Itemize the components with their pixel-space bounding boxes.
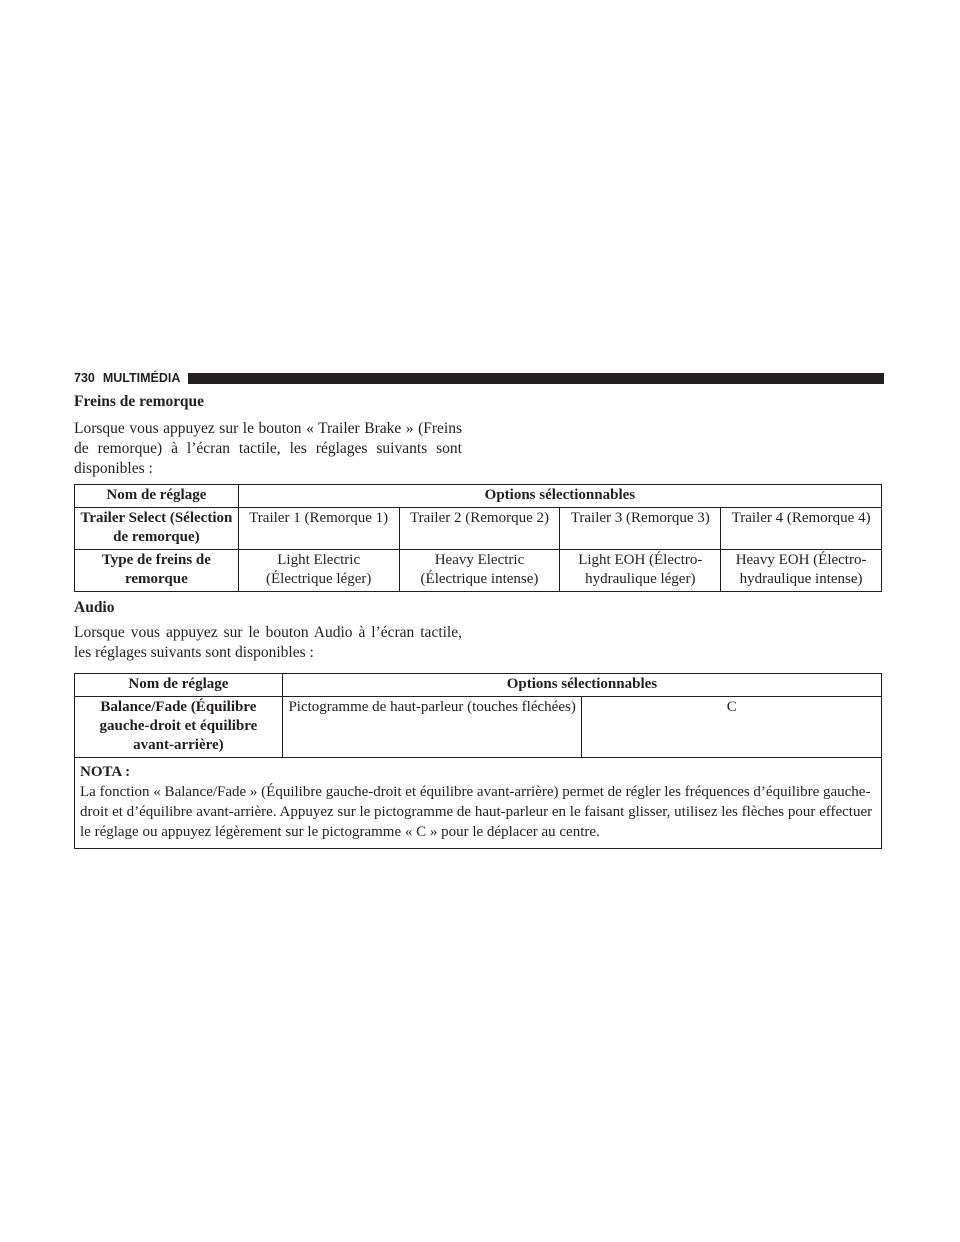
option-cell: Heavy EOH (Électro-hydraulique intense) (721, 550, 882, 592)
note-cell (75, 758, 882, 849)
option-cell: Light EOH (Électro-hydraulique léger) (560, 550, 721, 592)
trailer-brake-heading: Freins de remorque (74, 393, 205, 410)
trailer-brake-table (74, 484, 882, 592)
option-cell: C (582, 697, 882, 758)
option-cell: Light Electric (Électrique léger) (238, 550, 399, 592)
audio-intro: Lorsque vous appuyez sur le bouton Audio à l’écran tactile, les réglages suivants sont disponibles : (74, 624, 462, 661)
col-header-options: Options sélectionnables (282, 674, 881, 697)
audio-table (74, 673, 882, 849)
setting-name: Balance/Fade (Équilibre gauche-droit et équilibre avant-arrière) (75, 697, 283, 758)
col-header-setting: Nom de réglage (75, 674, 283, 697)
header-rule (188, 373, 884, 384)
page-header (74, 370, 884, 386)
page-number: 730 (74, 371, 95, 385)
table-row (75, 508, 882, 550)
col-header-setting: Nom de réglage (75, 485, 239, 508)
table-header-row (75, 485, 882, 508)
option-cell: Trailer 4 (Remorque 4) (721, 508, 882, 550)
option-cell: Pictogramme de haut-parleur (touches fléchées) (282, 697, 582, 758)
note-text: La fonction « Balance/Fade » (Équilibre gauche-droit et équilibre avant-arrière) permet de régler les fréquences d’équilibre gauche-droit et d’équilibre avant-arrière. Appuyez sur le pictogramme de haut-parleur en le faisant glisser, utilisez les flèches pour effectuer le réglage ou appuyez légèrement sur le pictogramme « C » pour le déplacer au centre. (80, 784, 873, 840)
audio-heading: Audio (74, 599, 115, 616)
trailer-brake-intro: Lorsque vous appuyez sur le bouton « Trailer Brake » (Freins de remorque) à l’écran tactile, les réglages suivants sont disponibles : (74, 420, 462, 477)
note-title: NOTA : (80, 764, 131, 780)
option-cell: Heavy Electric (Électrique intense) (399, 550, 560, 592)
section-title: MULTIMÉDIA (102, 371, 181, 385)
setting-name: Trailer Select (Sélection de remorque) (75, 508, 239, 550)
option-cell: Trailer 1 (Remorque 1) (238, 508, 399, 550)
note-row (75, 758, 882, 849)
table-row (75, 550, 882, 592)
table-row (75, 697, 882, 758)
option-cell: Trailer 3 (Remorque 3) (560, 508, 721, 550)
col-header-options: Options sélectionnables (238, 485, 881, 508)
table-header-row (75, 674, 882, 697)
option-cell: Trailer 2 (Remorque 2) (399, 508, 560, 550)
setting-name: Type de freins de remorque (75, 550, 239, 592)
